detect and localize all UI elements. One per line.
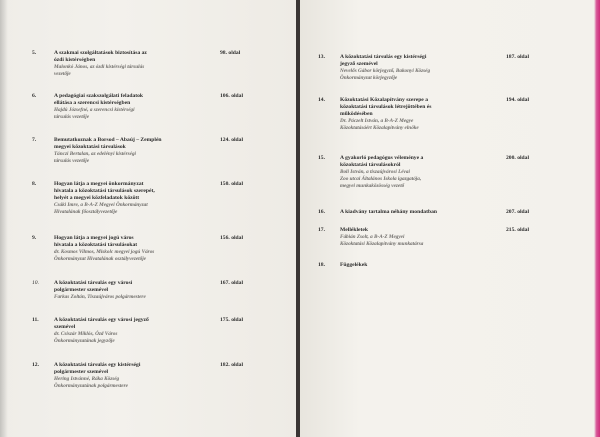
toc-entry-author: vezetője (54, 70, 71, 77)
toc-entry-title-line: A szakmai szolgáltatások biztosítása az (54, 50, 147, 56)
toc-entry-number: 6. (32, 93, 37, 99)
toc-entry-page-number: 175. oldal (220, 317, 244, 323)
toc-entry-author: Hivatalának főosztályvezetője (54, 208, 118, 215)
toc-entry-title-line: közoktatási társulások létrejöttében és (340, 104, 432, 110)
toc-entry-author: Önkormányzatának polgármestere (54, 382, 128, 389)
toc-entry-title-line: Bemutatkoznak a Borsod – Abaúj – Zemplén (54, 137, 162, 143)
toc-entry-number: 13. (318, 54, 325, 60)
toc-entry-title-line: Közoktatási Közalapítvány szerepe a (340, 97, 428, 103)
toc-entry-page-number: 167. oldal (220, 280, 244, 286)
toc-entry-number: 10. (32, 280, 39, 286)
toc-entry-title-line: közoktatási társulásokról (340, 162, 401, 168)
toc-entry-page-number: 187. oldal (506, 54, 530, 60)
toc-entry-title (340, 227, 423, 248)
toc-entry-author: Hajdú Józsefné, a szerencsi kistérségi (54, 107, 135, 113)
toc-entry-author: Közoktatási Közalapítvány munkatársa (340, 240, 424, 247)
toc-entry-page-number: 156. oldal (220, 235, 244, 241)
toc-entry-author: Önkormányzat Hivatalának osztályvezetője (54, 255, 146, 262)
toc-entry-title-line: hivatala a közoktatási társulások szerepét, (54, 188, 155, 194)
toc-entry-number: 12. (32, 362, 39, 368)
toc-entry-title (54, 362, 140, 390)
right-page-edge (594, 0, 600, 437)
toc-entry-page-number: 182. oldal (220, 362, 244, 368)
toc-entry-author: társulás vezetője (54, 113, 90, 120)
toc-entry-author: Hering Istvánné, Ráka Község (54, 376, 120, 382)
toc-entry-number: 18. (318, 262, 325, 268)
toc-entry-author: Közoktatásáért Közalapítvány elnöke (340, 124, 419, 131)
toc-entry-title-line: A pedagógiai szakszolgálati feladatok (54, 93, 144, 99)
toc-entry-number: 16. (318, 209, 325, 215)
toc-entry-title (54, 137, 162, 165)
toc-entry-title-line: jegyző szemével (340, 61, 378, 67)
toc-entry-page-number: 194. oldal (506, 97, 530, 103)
toc-entry-page-number: 106. oldal (220, 93, 244, 99)
toc-entry-title (54, 93, 143, 121)
toc-entry-author: Tánczi Bertalan, az edelényi kistérségi (54, 151, 136, 157)
toc-entry-number: 11. (32, 317, 39, 323)
toc-entry-title-line: A közoktatási társulás egy kistérségi (340, 54, 427, 60)
toc-entry-number: 17. (318, 227, 325, 233)
toc-entry-title (54, 317, 149, 345)
toc-entry-author: társulás vezetője (54, 157, 90, 164)
toc-entry-title-line: A közoktatási társulás egy városi (54, 280, 133, 286)
toc-entry-title (54, 280, 146, 301)
toc-entry-title-line: A közoktatási társulás egy városi jegyző (54, 317, 149, 323)
toc-entry-title (54, 235, 154, 263)
toc-entry-page-number: 215. oldal (506, 227, 530, 233)
toc-entry-author: dr. Csiszár Miklós, Ózd Város (54, 331, 118, 337)
toc-entry-number: 5. (32, 50, 37, 56)
toc-entry-title (340, 54, 430, 82)
toc-entry-number: 14. (318, 97, 325, 103)
toc-entry-title-line: ellátása a szerencsi kistérségben (54, 100, 131, 106)
toc-entry-title (54, 181, 155, 216)
toc-entry-author: megyei munkaközösség vezető (340, 182, 405, 189)
toc-entry-author: Farkas Zoltán, Tiszaújváros polgármestere (54, 294, 146, 300)
toc-entry-number: 7. (32, 137, 37, 143)
toc-entry-author: Nevelős Gábor körjegyző, Bakonyi Község (340, 68, 431, 74)
toc-entry-title-line: megyei közoktatási társulások (54, 144, 126, 150)
toc-entry-page-number: 98. oldal (220, 50, 241, 56)
toc-entry-page-number: 124. oldal (220, 137, 244, 143)
toc-entry-title-line: Függelékek (340, 262, 368, 268)
toc-entry-title-line: ózdi kistérségben (54, 57, 96, 63)
toc-entry-number: 9. (32, 235, 37, 241)
toc-entry-title-line: működésében (340, 111, 373, 117)
toc-entry-title-line: polgármester szemével (54, 369, 109, 375)
toc-entry-author: Önkormányzatának jegyzője (54, 337, 115, 344)
toc-entry-title-line: polgármester szemével (54, 287, 109, 293)
toc-entry-author: Fábián Zsolt, a B-A-Z Megyei (340, 234, 405, 240)
toc-entry-author: Boli István, a tiszaújvárosi Lévai (340, 169, 410, 175)
toc-entry-page-number: 207. oldal (506, 209, 530, 215)
toc-entry-title-line: A gyakorló pedagógus véleménye a (340, 155, 424, 161)
toc-entry-number: 8. (32, 181, 37, 187)
toc-entry-title-line: helyét a megyei közfeladatok között (54, 195, 140, 201)
toc-entry-title-line: hivatala a közoktatási társulásokat (54, 242, 138, 248)
toc-entry-author: Dr. Páczelt István, a B-A-Z Megye (340, 118, 414, 124)
toc-entry-number: 15. (318, 155, 325, 161)
toc-entry-title-line: A kiadvány tartalma néhány mondatban (340, 209, 437, 215)
toc-entry-title (54, 50, 147, 78)
toc-entry-page-number: 200. oldal (506, 155, 530, 161)
toc-entry-page-number: 150. oldal (220, 181, 244, 187)
left-edge-shadow (0, 0, 8, 437)
toc-entry-title-line: szemével (54, 324, 76, 330)
toc-entry-author: Önkormányzat körjegyzője (340, 74, 398, 81)
toc-entry-title (340, 209, 437, 216)
toc-entry-title-line: Hogyan látja a megyei jogú város (54, 235, 134, 241)
toc-entry-title (340, 155, 423, 189)
left-page (0, 0, 296, 437)
toc-entry-author: Zoo utcai Általános Iskola igazgatója, (340, 175, 422, 182)
toc-entry-author: dr. Kosmos Vilmos, Miskolc megyei jogú Város (54, 249, 155, 255)
toc-entry-title-line: Hogyan látja a megyei önkormányzat (54, 181, 144, 187)
toc-entry-author: Malonkó János, az ózdi kistérségi társulás (54, 64, 145, 70)
toc-entry-title-line: A közoktatási társulás egy kistérségi (54, 362, 141, 368)
toc-entry-title (340, 97, 431, 132)
toc-entry-author: Csáki Imre, a B-A-Z Megyei Önkormányzat (54, 202, 148, 208)
toc-entry-title (340, 262, 367, 269)
toc-entry-title-line: Mellékletek (340, 227, 368, 233)
